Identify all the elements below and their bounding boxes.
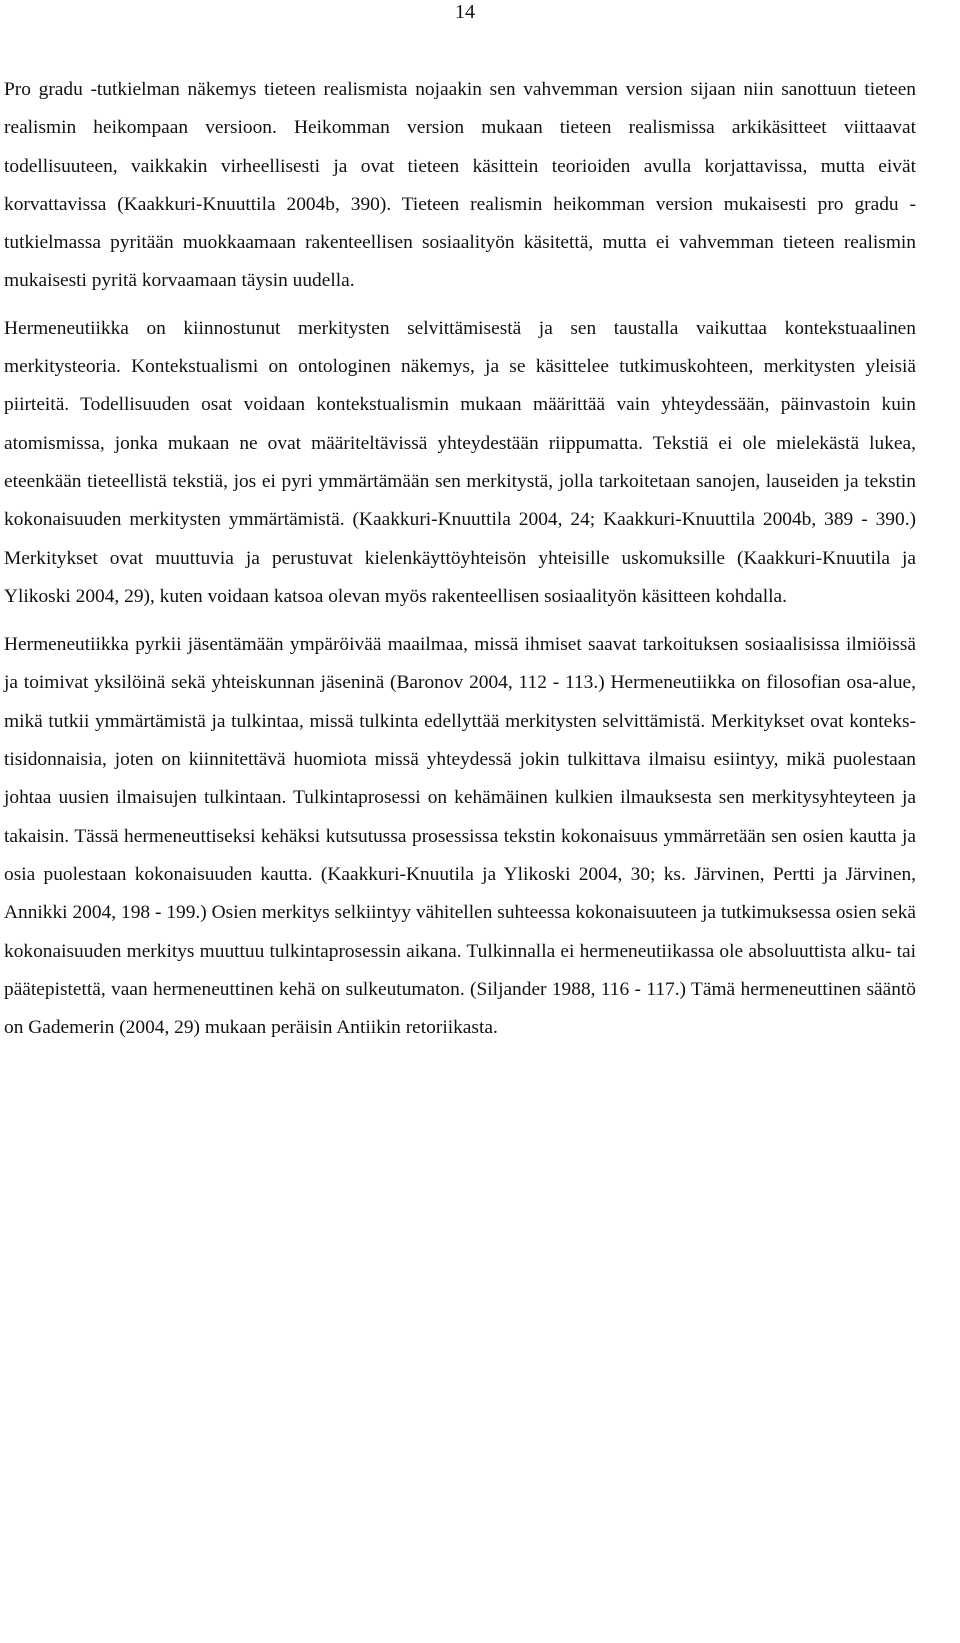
paragraph: Pro gradu -tutkielman näkemys tieteen realismista nojaakin sen vahvemman version sijaan niin sanottuun tieteen realismin heikompaan versioon. Heikomman version mukaan tieteen realismissa arkikäsitteet viittaavat todellisuuteen, vaikkakin virheellisesti ja ovat tieteen käsittein teorioiden avulla korjattavissa, mutta eivät korvattavissa (Kaakkuri-Knuuttila 2004b, 390). Tieteen realismin heikomman version mukaisesti pro gradu -tutkielmassa pyritään muokkaamaan rakenteellisen sosiaalityön käsitettä, mutta ei vahvemman tieteen realismin mukaisesti pyritä korvaamaan täysin uudella. bbox=[4, 79, 916, 292]
paragraph: Hermeneutiikka pyrkii jäsentämään ympäröivää maailmaa, missä ihmiset saavat tarkoituksen sosiaalisissa ilmiöissä ja toimivat yksilöinä sekä yhteiskunnan jäseninä (Baronov 2004, 112 - 113.) Hermeneutiikka on filosofian osa-alue, mikä tutkii ymmärtämistä ja tulkintaa, missä tulkinta edellyttää merkitysten selvittämistä. Merkitykset ovat kontekstisidonnaisia, joten on kiinnitettävä huomiota missä yhteydessä jokin tulkittava ilmaisu esiintyy, mikä puolestaan johtaa uusien ilmaisujen tulkintaan. Tulkintaprosessi on kehämäinen kulkien ilmauksesta sen merkitysyhteyteen ja takaisin. Tässä hermeneuttiseksi kehäksi kutsutussa prosessissa tekstin kokonaisuus ymmärretään sen osien kautta ja osia puolestaan kokonaisuuden kautta. (Kaakkuri-Knuutila ja Ylikoski 2004, 30; ks. Järvinen, Pertti ja Järvinen, Annikki 2004, 198 - 199.) Osien merkitys selkiintyy vähitellen suhteessa kokonaisuuteen ja tutkimuksessa osien sekä kokonaisuuden merkitys muuttuu tulkintaprosessin aikana. Tulkinnalla ei hermeneutiikassa ole absoluuttista alku- tai päätepistettä, vaan hermeneuttinen kehä on sulkeutumaton. (Siljander 1988, 116 - 117.) Tämä hermeneuttinen sääntö on Gademerin (2004, 29) mukaan peräisin Antiikin retoriikasta. bbox=[4, 634, 916, 1039]
page-number: 14 bbox=[455, 1, 475, 23]
paragraph: Hermeneutiikka on kiinnostunut merkitysten selvittämisestä ja sen taustalla vaikuttaa kontekstuaalinen merkitysteoria. Kontekstualismi on ontologinen näkemys, ja se käsittelee tutkimuskohteen, merkitysten yleisiä piirteitä. Todellisuuden osat voidaan kontekstualismin mukaan määrittää vain yhteydessään, päinvastoin kuin atomismissa, jonka mukaan ne ovat määriteltävissä yhteydestään riippumatta. Tekstiä ei ole mielekästä lukea, eteenkään tieteellistä tekstiä, jos ei pyri ymmärtämään sen merkitystä, jolla tarkoitetaan sanojen, lauseiden ja tekstin kokonaisuuden merkitysten ymmärtämistä. (Kaakkuri-Knuuttila 2004, 24; Kaakkuri-Knuuttila 2004b, 389 - 390.) Merkitykset ovat muuttuvia ja perustuvat kielenkäyttöyhteisön yhteisille uskomuksille (Kaakkuri-Knuutila ja Ylikoski 2004, 29), kuten voidaan katsoa olevan myös rakenteellisen sosiaalityön käsitteen kohdalla. bbox=[4, 317, 916, 607]
page-body bbox=[4, 71, 916, 1047]
